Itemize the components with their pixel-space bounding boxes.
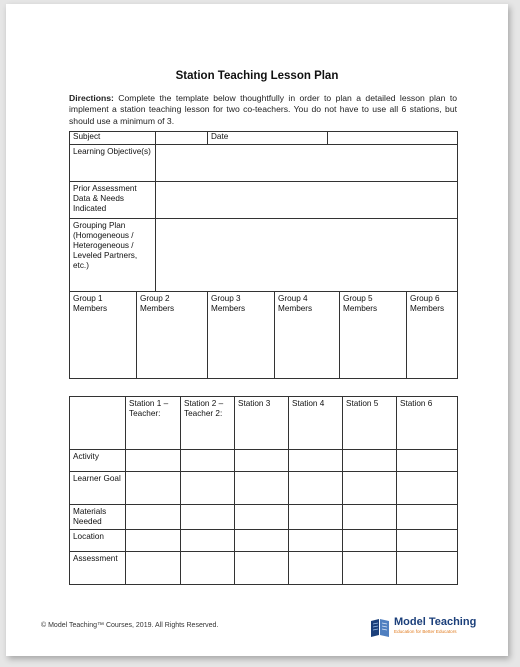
stations-table xyxy=(69,396,458,585)
station-6-header: Station 6 xyxy=(397,397,458,450)
group-2-cell[interactable]: Group 2 Members xyxy=(137,292,208,379)
copyright-footer: © Model Teaching™ Courses, 2019. All Rights Reserved. xyxy=(41,622,219,629)
table-cell[interactable] xyxy=(235,450,289,472)
table-cell[interactable] xyxy=(397,505,458,530)
table-cell[interactable] xyxy=(343,530,397,552)
logo-name: Model Teaching xyxy=(394,616,477,628)
grouping-plan-field[interactable] xyxy=(156,219,458,292)
row-label-activity: Activity xyxy=(70,450,126,472)
group-3-cell[interactable]: Group 3 Members xyxy=(208,292,275,379)
table-cell[interactable] xyxy=(235,530,289,552)
table-cell[interactable] xyxy=(343,472,397,505)
prior-assessment-label: Prior Assessment Data & Needs Indicated xyxy=(70,182,156,219)
directions-body: Complete the template below thoughtfully in order to plan a detailed lesson plan to implement a station teaching lesson for two co-teachers. You do not have to use all 6 stations, but should use a minimum of 3. xyxy=(69,93,457,126)
row-label-learner-goal: Learner Goal xyxy=(70,472,126,505)
table-cell[interactable] xyxy=(397,530,458,552)
table-cell[interactable] xyxy=(397,450,458,472)
date-field[interactable] xyxy=(328,132,458,145)
learning-objectives-label: Learning Objective(s) xyxy=(70,145,156,182)
table-cell[interactable] xyxy=(397,552,458,585)
plan-table xyxy=(69,131,458,292)
table-cell[interactable] xyxy=(126,530,181,552)
document-page xyxy=(6,4,508,656)
subject-field[interactable] xyxy=(156,132,208,145)
directions-label: Directions: xyxy=(69,93,114,103)
table-cell[interactable] xyxy=(289,530,343,552)
date-label: Date xyxy=(208,132,328,145)
learning-objectives-field[interactable] xyxy=(156,145,458,182)
table-cell[interactable] xyxy=(343,450,397,472)
table-cell[interactable] xyxy=(126,505,181,530)
groups-table xyxy=(69,291,458,379)
station-3-header: Station 3 xyxy=(235,397,289,450)
prior-assessment-field[interactable] xyxy=(156,182,458,219)
group-1-cell[interactable]: Group 1 Members xyxy=(70,292,137,379)
table-cell[interactable] xyxy=(397,472,458,505)
table-cell[interactable] xyxy=(126,472,181,505)
table-cell[interactable] xyxy=(343,505,397,530)
table-cell[interactable] xyxy=(235,552,289,585)
document-title: Station Teaching Lesson Plan xyxy=(175,70,339,82)
table-cell[interactable] xyxy=(289,472,343,505)
model-teaching-logo xyxy=(369,616,479,640)
station-2-header: Station 2 – Teacher 2: xyxy=(181,397,235,450)
row-label-assessment: Assessment xyxy=(70,552,126,585)
table-cell[interactable] xyxy=(289,450,343,472)
table-cell[interactable] xyxy=(181,450,235,472)
logo-tagline: Education for Better Educators xyxy=(394,629,457,634)
table-cell[interactable] xyxy=(181,530,235,552)
row-label-materials-needed: Materials Needed xyxy=(70,505,126,530)
group-4-cell[interactable]: Group 4 Members xyxy=(275,292,340,379)
group-6-cell[interactable]: Group 6 Members xyxy=(407,292,458,379)
table-cell[interactable] xyxy=(181,505,235,530)
table-cell[interactable] xyxy=(289,552,343,585)
book-icon xyxy=(369,616,391,638)
grouping-plan-label: Grouping Plan (Homogeneous / Heterogeneous / Leveled Partners, etc.) xyxy=(70,219,156,292)
station-1-header: Station 1 – Teacher: xyxy=(126,397,181,450)
table-cell[interactable] xyxy=(126,552,181,585)
table-cell[interactable] xyxy=(289,505,343,530)
station-4-header: Station 4 xyxy=(289,397,343,450)
table-cell[interactable] xyxy=(235,505,289,530)
station-5-header: Station 5 xyxy=(343,397,397,450)
subject-label: Subject xyxy=(70,132,156,145)
row-label-location: Location xyxy=(70,530,126,552)
table-cell[interactable] xyxy=(181,552,235,585)
group-5-cell[interactable]: Group 5 Members xyxy=(340,292,407,379)
table-cell[interactable] xyxy=(181,472,235,505)
table-cell[interactable] xyxy=(235,472,289,505)
stations-corner-cell xyxy=(70,397,126,450)
table-cell[interactable] xyxy=(126,450,181,472)
table-cell[interactable] xyxy=(343,552,397,585)
directions-text xyxy=(69,93,457,127)
